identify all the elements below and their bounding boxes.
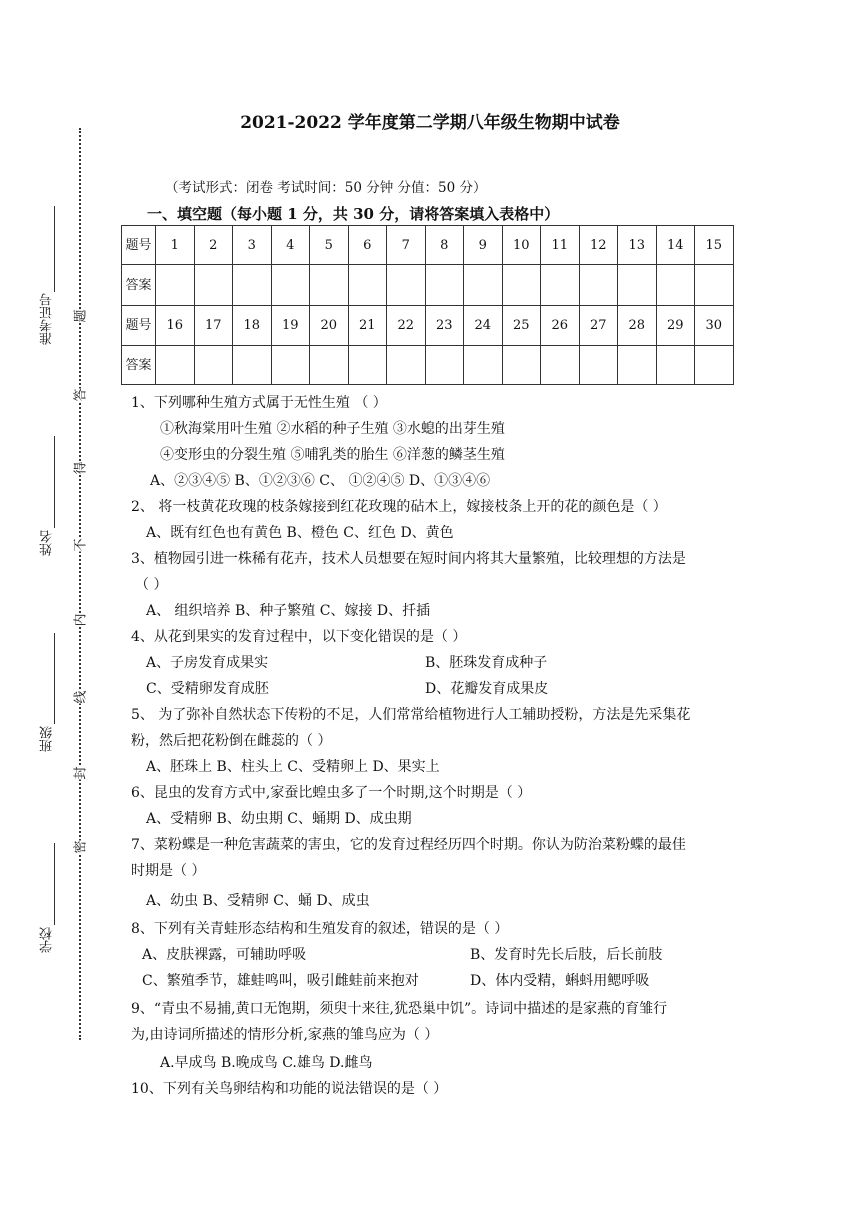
answer-cell[interactable] (502, 346, 541, 385)
question-4-choice-b: B、胚珠发育成种子 (425, 655, 548, 671)
question-4-choice-c: C、受精卵发育成胚 (146, 681, 269, 697)
question-number: 22 (387, 306, 426, 346)
answer-cell[interactable] (695, 265, 734, 306)
question-6: 6、昆虫的发育方式中,家蚕比蝗虫多了一个时期,这个时期是（ ） (131, 785, 532, 801)
question-9-choices: A.早成鸟 B.晚成鸟 C.雄鸟 D.雌鸟 (160, 1055, 373, 1071)
answer-cell[interactable] (156, 265, 195, 306)
question-3-cont: （ ） (135, 577, 168, 593)
answer-cell[interactable] (464, 346, 503, 385)
answer-cell[interactable] (233, 346, 272, 385)
answer-cell[interactable] (656, 265, 695, 306)
answer-cell[interactable] (425, 265, 464, 306)
answer-cell[interactable] (579, 346, 618, 385)
question-number: 4 (271, 226, 310, 265)
question-number: 14 (656, 226, 695, 265)
answer-cell[interactable] (233, 265, 272, 306)
seal-char: 答 (73, 388, 89, 402)
answer-cell[interactable] (425, 346, 464, 385)
table-row (122, 226, 734, 265)
seal-char: 不 (73, 538, 89, 552)
question-number: 16 (156, 306, 195, 346)
question-7-cont: 时期是（ ） (131, 863, 206, 879)
question-8-choice-a: A、皮肤裸露，可辅助呼吸 (142, 947, 307, 963)
margin-label-exam-id: 准考证号 (40, 293, 55, 345)
answer-cell[interactable] (579, 265, 618, 306)
question-number: 18 (233, 306, 272, 346)
question-5-choices: A、胚珠上 B、柱头上 C、受精卵上 D、果实上 (146, 759, 440, 775)
question-4-choice-d: D、花瓣发育成果皮 (425, 681, 549, 697)
answer-cell[interactable] (387, 346, 426, 385)
question-number: 1 (156, 226, 195, 265)
row-header: 答案 (122, 346, 156, 385)
answer-cell[interactable] (502, 265, 541, 306)
question-number: 7 (387, 226, 426, 265)
answer-cell[interactable] (348, 346, 387, 385)
question-1: 1、下列哪种生殖方式属于无性生殖 （ ） (131, 395, 387, 411)
question-number: 29 (656, 306, 695, 346)
class-fill-line[interactable] (54, 633, 55, 724)
question-8: 8、下列有关青蛙形态结构和生殖发育的叙述，错误的是（ ） (131, 921, 509, 937)
answer-cell[interactable] (156, 346, 195, 385)
question-2: 2、 将一枝黄花玫瑰的枝条嫁接到红花玫瑰的砧木上，嫁接枝条上开的花的颜色是（ ） (131, 499, 667, 515)
question-3: 3、植物园引进一株稀有花卉，技术人员想要在短时间内将其大量繁殖，比较理想的方法是 (131, 551, 686, 567)
question-number: 27 (579, 306, 618, 346)
exam-info: （考试形式：闭卷 考试时间：50 分钟 分值：50 分） (165, 180, 487, 196)
margin-label-name: 姓名 (40, 530, 55, 556)
answer-cell[interactable] (695, 346, 734, 385)
margin-label-school: 学校 (40, 927, 55, 953)
question-5-cont: 粉，然后把花粉倒在雌蕊的（ ） (131, 733, 332, 749)
question-9: 9、“青虫不易捕,黄口无饱期，须臾十来往,犹恐巢中饥”。诗词中描述的是家燕的育雏行 (131, 1001, 668, 1017)
question-number: 2 (194, 226, 233, 265)
seal-char: 线 (73, 690, 89, 704)
question-8-choice-d: D、体内受精，蝌蚪用鳃呼吸 (470, 973, 650, 989)
margin-label-class: 班级 (40, 726, 55, 752)
answer-cell[interactable] (310, 265, 349, 306)
question-number: 28 (618, 306, 657, 346)
name-fill-line[interactable] (54, 436, 55, 528)
question-number: 3 (233, 226, 272, 265)
question-1-choices: A、②③④⑤ B、①②③⑥ C、 ①②④⑤ D、①③④⑥ (150, 473, 491, 489)
seal-char: 封 (73, 766, 89, 780)
question-2-choices: A、既有红色也有黄色 B、橙色 C、红色 D、黄色 (146, 525, 454, 541)
question-number: 15 (695, 226, 734, 265)
table-row (122, 265, 734, 306)
seal-char: 得 (73, 461, 89, 475)
school-fill-line[interactable] (54, 843, 55, 925)
question-number: 5 (310, 226, 349, 265)
table-row (122, 346, 734, 385)
answer-table (121, 225, 734, 385)
question-number: 20 (310, 306, 349, 346)
section-heading: 一、填空题（每小题 1 分，共 30 分，请将答案填入表格中） (147, 205, 560, 223)
question-number: 12 (579, 226, 618, 265)
answer-cell[interactable] (541, 265, 580, 306)
question-1-options: ①秋海棠用叶生殖 ②水稻的种子生殖 ③水螅的出芽生殖 (160, 421, 505, 437)
question-6-choices: A、受精卵 B、幼虫期 C、蛹期 D、成虫期 (146, 811, 412, 827)
question-number: 25 (502, 306, 541, 346)
question-number: 9 (464, 226, 503, 265)
question-number: 17 (194, 306, 233, 346)
answer-cell[interactable] (618, 346, 657, 385)
question-7: 7、菜粉蝶是一种危害蔬菜的害虫，它的发育过程经历四个时期。你认为防治菜粉蝶的最佳 (131, 837, 686, 853)
answer-cell[interactable] (618, 265, 657, 306)
question-number: 10 (502, 226, 541, 265)
question-5: 5、 为了弥补自然状态下传粉的不足，人们常常给植物进行人工辅助授粉，方法是先采集花 (131, 707, 691, 723)
seal-char: 密 (73, 840, 89, 854)
table-row (122, 306, 734, 346)
page-title: 2021-2022 学年度第二学期八年级生物期中试卷 (240, 113, 620, 133)
question-number: 21 (348, 306, 387, 346)
question-10: 10、下列有关鸟卵结构和功能的说法错误的是（ ） (131, 1081, 448, 1097)
exam-id-fill-line[interactable] (54, 206, 55, 292)
row-header: 题号 (122, 306, 156, 346)
answer-cell[interactable] (271, 265, 310, 306)
answer-cell[interactable] (271, 346, 310, 385)
question-8-choice-c: C、繁殖季节，雄蛙鸣叫，吸引雌蛙前来抱对 (142, 973, 419, 989)
answer-cell[interactable] (348, 265, 387, 306)
answer-cell[interactable] (310, 346, 349, 385)
question-number: 23 (425, 306, 464, 346)
row-header: 题号 (122, 226, 156, 265)
question-1-options: ④变形虫的分裂生殖 ⑤哺乳类的胎生 ⑥洋葱的鳞茎生殖 (160, 447, 505, 463)
question-number: 11 (541, 226, 580, 265)
question-9-cont: 为,由诗词所描述的情形分析,家燕的雏鸟应为（ ） (131, 1027, 439, 1043)
question-number: 6 (348, 226, 387, 265)
binding-dotted-line (79, 128, 81, 1040)
answer-cell[interactable] (194, 346, 233, 385)
question-number: 19 (271, 306, 310, 346)
question-number: 13 (618, 226, 657, 265)
question-number: 26 (541, 306, 580, 346)
answer-cell[interactable] (194, 265, 233, 306)
seal-char: 题 (73, 309, 89, 323)
question-4-choice-a: A、子房发育成果实 (146, 655, 269, 671)
answer-cell[interactable] (387, 265, 426, 306)
question-number: 30 (695, 306, 734, 346)
question-8-choice-b: B、发育时先长后肢，后长前肢 (470, 947, 663, 963)
answer-cell[interactable] (656, 346, 695, 385)
question-number: 24 (464, 306, 503, 346)
seal-char: 内 (73, 613, 89, 627)
question-number: 8 (425, 226, 464, 265)
question-7-choices: A、幼虫 B、受精卵 C、蛹 D、成虫 (146, 893, 370, 909)
question-4: 4、从花到果实的发育过程中，以下变化错误的是（ ） (131, 629, 467, 645)
answer-cell[interactable] (541, 346, 580, 385)
answer-cell[interactable] (464, 265, 503, 306)
question-3-choices: A、 组织培养 B、种子繁殖 C、嫁接 D、扦插 (146, 603, 431, 619)
row-header: 答案 (122, 265, 156, 306)
